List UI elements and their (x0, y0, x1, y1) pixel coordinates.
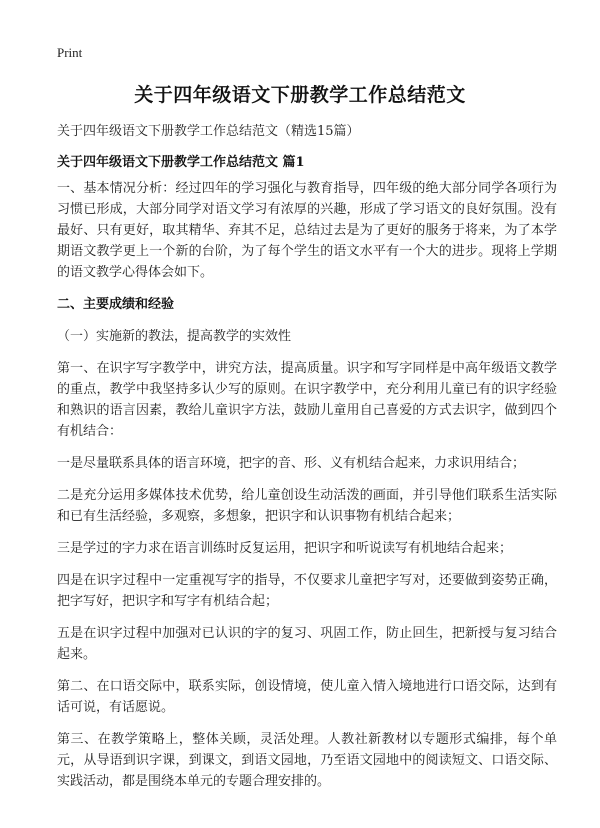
paragraph-point-two: 二是充分运用多媒体技术优势，给儿童创设生动活泼的画面，并引导他们联系生活实际和已有生活经验，多观察，多想象，把识字和认识事物有机结合起来； (57, 488, 557, 524)
document-subtitle: 关于四年级语文下册教学工作总结范文（精选15篇） (57, 124, 360, 139)
paragraph-teaching-strategy: 第三、在教学策略上，整体关顾，灵活处理。人教社新教材以专题形式编排，每个单元，从导语到识字课，到课文，到语文园地，乃至语文园地中的阅读短文、口语交际、实践活动，都是围绕本单元的专题合理安排的。 (57, 732, 557, 789)
paragraph-point-three: 三是学过的字力求在语言训练时反复运用，把识字和听说读写有机地结合起来； (57, 541, 513, 556)
subheading-new-methods: （一）实施新的教法，提高教学的实效性 (57, 329, 292, 344)
print-link[interactable]: Print (57, 45, 83, 60)
paragraph-point-four: 四是在识字过程中一定重视写字的指导，不仅要求儿童把字写对，还要做到姿势正确，把字写好，把识字和写字有机结合起； (57, 573, 557, 609)
page-title: 关于四年级语文下册教学工作总结范文 (134, 84, 466, 106)
paragraph-point-five: 五是在识字过程中加强对已认识的字的复习、巩固工作，防止回生，把新授与复习结合起来。 (57, 626, 557, 662)
paragraph-literacy-teaching: 第一、在识字写字教学中，讲究方法，提高质量。识字和写字同样是中高年级语文教学的重点，教学中我坚持多认少写的原则。在识字教学中，充分利用儿童已有的识字经验和熟识的语言因素，教给儿童识字方法，鼓励儿童用自己喜爱的方式去识字，做到四个有机结合： (57, 361, 557, 439)
paragraph-oral-communication: 第二、在口语交际中，联系实际，创设情境，使儿童入情入境地进行口语交际，达到有话可说，有话愿说。 (57, 679, 557, 715)
paragraph-situation-analysis: 一、基本情况分析：经过四年的学习强化与教育指导，四年级的绝大部分同学各项行为习惯已形成，大部分同学对语文学习有浓厚的兴趣，形成了学习语文的良好氛围。没有最好、只有更好，取其精华、弃其不足，总结过去是为了更好的服务于将来，为了本学期语文教学更上一个新的台阶，为了每个学生的语文水平有一个大的进步。现将上学期的语文教学心得体会如下。 (57, 181, 557, 280)
paragraph-point-one: 一是尽量联系具体的语言环境，把字的音、形、义有机结合起来，力求识用结合； (57, 456, 526, 471)
section-heading: 关于四年级语文下册教学工作总结范文 篇1 (57, 155, 305, 170)
heading-achievements: 二、主要成绩和经验 (57, 297, 175, 312)
document-body (57, 178, 557, 803)
